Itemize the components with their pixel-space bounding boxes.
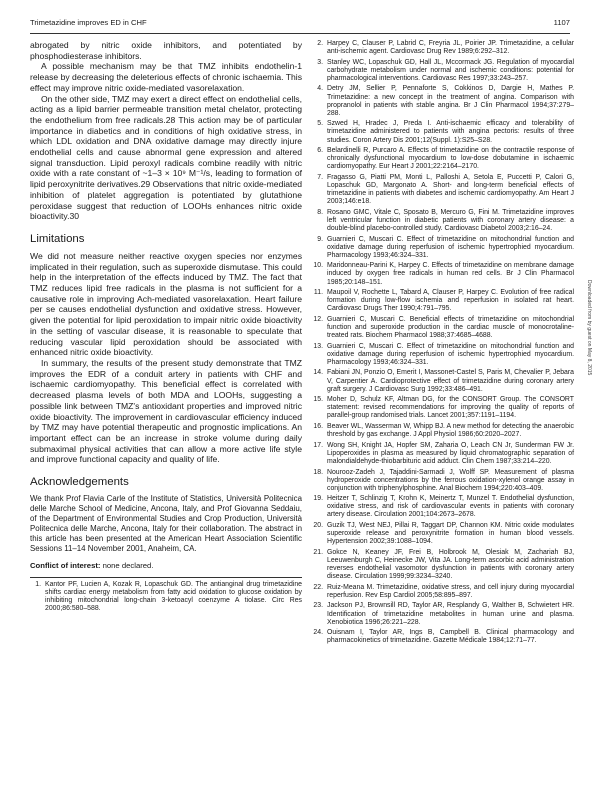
body-paragraph: abrogated by nitric oxide inhibitors, and potentiated by phosphodiesterase inhibitors.	[30, 40, 302, 61]
reference-item: 23. Jackson PJ, Brownsill RD, Taylor AR, Resplandy G, Walther B, Schwietert HR. Identification of trimetazidine metabolites in human urine and plasma. Xenobiotica 1996;26:221–228.	[313, 602, 574, 626]
reference-item: 7. Fragasso G, Piatti PM, Monti L, Palloshi A, Setola E, Puccetti P, Calori G, Lopaschuk GD, Margonato A. Short- and long-term beneficial effects of trimetazidine in patients with diabetes and ischemic cardiomyopathy. Am Heart J 2003;146:e18.	[317, 173, 574, 206]
page-number: 1107	[553, 18, 570, 27]
reference-item: 2. Harpey C, Clauser P, Labrid C, Freyria JL, Poirier JP. Trimetazidine, a cellular anti-ischemic agent. Cardiovasc Drug Rev 1989;6:292–312.	[317, 40, 574, 56]
reference-item: 15. Moher D, Schulz KF, Altman DG, for the CONSORT Group. The CONSORT statement: revised recommendations for improving the quality of reports of parallel-group randomised trials. Lancet 2001;357:1191–1194.	[313, 396, 574, 420]
coi-label: Conflict of interest:	[30, 561, 101, 571]
reference-item: 8. Rosano GMC, Vitale C, Sposato B, Mercuro G, Fini M. Trimetazidine improves left ventricular function in diabetic patients with coronary artery disease: a double-blind placebo-controlled study. Cardiovasc Diabetol 2003;2:16–24.	[317, 208, 574, 232]
reference-item: 18. Nourooz-Zadeh J, Tajaddini-Sarmadi J, Wolff SP. Measurement of plasma hydroperoxide concentrations by the ferrous oxidation-xylenol orange assay in conjunction with triphenylphosphine. Anal Biochem 1994;220:403–409.	[313, 468, 574, 492]
reference-item: 1. Kantor PF, Lucien A, Kozak R, Lopaschuk GD. The antianginal drug trimetazidine shifts cardiac energy metabolism from fatty acid oxidation to glucose oxidation by inhibiting mitochondrial long-chain 3-ketoacyl coenzyme A tiolase. Circ Res 2000;86:580–588.	[35, 581, 302, 613]
references-list-right	[312, 40, 574, 645]
reference-item: 14. Fabiani JN, Ponzio O, Emerit I, Massonet-Castel S, Paris M, Chevalier P, Jebara V, Carpentier A. Cardioprotective effect of trimetazidine during coronary artery graft surgery. J Cardiovasc Surg 1992;33:486–491.	[313, 369, 574, 393]
reference-item: 13. Guarnieri C, Muscari C. Effect of trimetazidine on mitochondrial function and oxidative damage during reperfusion of ischemic hypertrophied myocardium. Pharmacology 1993;46:324–331.	[313, 342, 574, 366]
limitations-heading: Limitations	[30, 232, 85, 245]
reference-item: 17. Wong SH, Knight JA, Hopfer SM, Zaharia O, Leach CN Jr, Sunderman FW Jr. Lipoperoxides in plasma as measured by liquid chromatographic separation of malondialdehyde-thiobarbituric acid adduct. Clin Chem 1987;33:214–220.	[313, 441, 574, 465]
acknowledgements-heading: Acknowledgements	[30, 476, 129, 489]
references-list-left	[30, 581, 302, 613]
reference-item: 6. Belardinelli R, Purcaro A. Effects of trimetazidine on the contractile response of chronically dysfunctional myocardium to low-dose dobutamine in ischaemic cardiomyopathy. Eur Heart J 2001;22:2164–2170.	[317, 147, 574, 171]
reference-item: 20. Guzik TJ, West NEJ, Pillai R, Taggart DP, Channon KM. Nitric oxide modulates superoxide release and peroxynitrite formation in human blood vessels. Hypertension 2002;39:1088–1094.	[313, 522, 574, 546]
reference-item: 24. Ouisnam I, Taylor AR, Ings B, Campbell B. Clinical pharmacology and pharmacokinetics of trimetazidine. Gazette Médicale 1984;12:71–77.	[313, 629, 574, 645]
reference-item: 3. Stanley WC, Lopaschuk GD, Hall JL, Mccormack JG. Regulation of myocardial carbohydrate metabolism under normal and ischemic conditions: potential for pharmacological interventions. Cardiovasc Res 1997;33:243–257.	[317, 58, 574, 82]
acknowledgements-text: We thank Prof Flavia Carle of the Institute of Statistics, Università Politecnica delle Marche School of Medicine, Ancona, Italy, and Prof Giovanna Seddaiu, of the Department of Environmental Studies and Crop Production, Università Politecnica delle Marche, Ancona, Italy for their collaboration. The abstract in this article has been presented at the American Heart Association Scientific Sessions 11–14 November 2001, Anaheim, CA.	[30, 494, 302, 554]
references-divider	[30, 577, 302, 578]
download-watermark: Downloaded from by guest on May 8, 2015	[586, 280, 592, 376]
body-paragraph: On the other side, TMZ may exert a direct effect on endothelial cells, acting as a lipid barrier permeable transition metal chelator, protecting the endothelium from free radicals.28 This action may be of particular importance in diabetics and in conditions of high oxidative stress, in which LDL oxidation and DNA oxidative damage may directly injure endothelial cells and cause abnormal gene expression and altered signal transduction. Lipid peroxyl radicals combine readily with nitric oxide with a rate constant of ~1–3 × 10⁹ M⁻¹/s, leading to formation of lipid peroxynitrite derivatives.29 Observations that nitric oxide-mediated inhibition of platelet aggregation is potentiated by glutathione peroxidase suggest that reduction of LOOHs enhances nitric oxide bioactivity.30	[30, 93, 302, 222]
reference-item: 11. Maupoil V, Rochette L, Tabard A, Clauser P, Harpey C. Evolution of free radical formation during low-flow ischemia and reperfusion in isolated rat heart. Cardiovasc Drugs Ther 1990;4:791–795.	[313, 289, 574, 313]
body-paragraph: A possible mechanism may be that TMZ inhibits endothelin-1 release by decreasing the deleterious effects of chronic ischaemia. This effect may improve nitric oxide-mediated vasorelaxation.	[30, 61, 302, 93]
page-header	[30, 18, 570, 32]
reference-item: 4. Detry JM, Sellier P, Pennaforte S, Cokkinos D, Dargie H, Mathes P. Trimetazidine: a new concept in the treatment of angina. Comparison with propranolol in patients with stable angina. Br J Clin Pharmacol 1994;37:279–288.	[317, 85, 574, 117]
right-column	[312, 40, 574, 648]
left-column	[30, 40, 302, 616]
conflict-of-interest	[30, 561, 302, 570]
reference-item: 9. Guarnieri C, Muscari C. Effect of trimetazidine on mitochondrial function and oxidative damage during reperfusion of ischemic hypertrophied myocardium. Pharmacology 1993;46:324–331.	[317, 235, 574, 259]
coi-text: none declared.	[100, 561, 154, 571]
reference-item: 16. Beaver WL, Wasserman W, Whipp BJ. A new method for detecting the anaerobic threshold by gas exchange. J Appl Physiol 1986;60:2020–2027.	[313, 423, 574, 439]
running-title: Trimetazidine improves ED in CHF	[30, 18, 147, 27]
limitations-paragraph: We did not measure neither reactive oxygen species nor enzymes implicated in their regulation, such as superoxide dismutase. This could help in the interpretation of the effects induced by TMZ. The fact that TMZ reduces lipid free radicals in the plasma is not sufficient for a causative role in improving Ach-mediated vasorelaxation. Heart failure per se causes endothelial dysfunction and oxidative stress. However, given the potential for lipid peroxidation to impair nitric oxide bioactivity in the setting of vascular disease, it is reasonable to speculate that reducing vascular lipid peroxidation should be associated with enhanced nitric oxide bioactivity.	[30, 250, 302, 358]
reference-item: 5. Szwed H, Hradec J, Preda I. Anti-ischaemic efficacy and tolerability of trimetazidine administered to patients with angina pectoris: results of three studies. Coron Artery Dis 2001;12(Suppl. 1):S25–S28.	[317, 120, 574, 144]
header-rule	[30, 33, 570, 34]
reference-item: 22. Ruiz-Meana M. Trimetazidine, oxidative stress, and cell injury during myocardial reperfusion. Rev Esp Cardiol 2005;58:895–897.	[313, 583, 574, 599]
reference-item: 12. Guarnieri C, Muscari C. Beneficial effects of trimetazidine on mitochondrial function and superoxide production in the cardiac muscle of monocrotaline-treated rats. Biochem Pharmacol 1988;37:4685–4688.	[313, 315, 574, 340]
reference-item: 19. Heitzer T, Schlinzig T, Krohn K, Meinertz T, Munzel T. Endothelial dysfunction, oxidative stress, and risk of cardiovascular events in patients with coronary artery disease. Circulation 2001;104:2673–2678.	[313, 495, 574, 519]
summary-paragraph: In summary, the results of the present study demonstrate that TMZ improves the EDR of a conduit artery in patients with CHF and ischaemic cardiomyopathy. This beneficial effect is correlated with decreased plasma levels of both MDA and LOOHs, suggesting a possible link between TMZ's antioxidant properties and improved nitric oxide bioactivity. The improvement in cardiovascular efficiency induced by TMZ may have potential therapeutic and prognostic implications. An important effect can be an increase in stroke volume during daily submaximal physical activities that can allow a more active life style and improve functional capacity and quality of life.	[30, 357, 302, 465]
reference-item: 21. Gokce N, Keaney JF, Frei B, Holbrook M, Olesiak M, Zachariah BJ, Leeuwenburgh C, Heinecke JW, Vita JA. Long-term ascorbic acid administration reverses endothelial vasomotor dysfunction in patients with coronary artery disease. Circulation 1999;99:3234–3240.	[313, 548, 574, 581]
reference-item: 10. Maridonneau-Parini K, Harpey C. Effects of trimetazidine on membrane damage induced by oxygen free radicals in human red cells. Br J Clin Pharmacol 1985;20:148–151.	[313, 262, 574, 286]
